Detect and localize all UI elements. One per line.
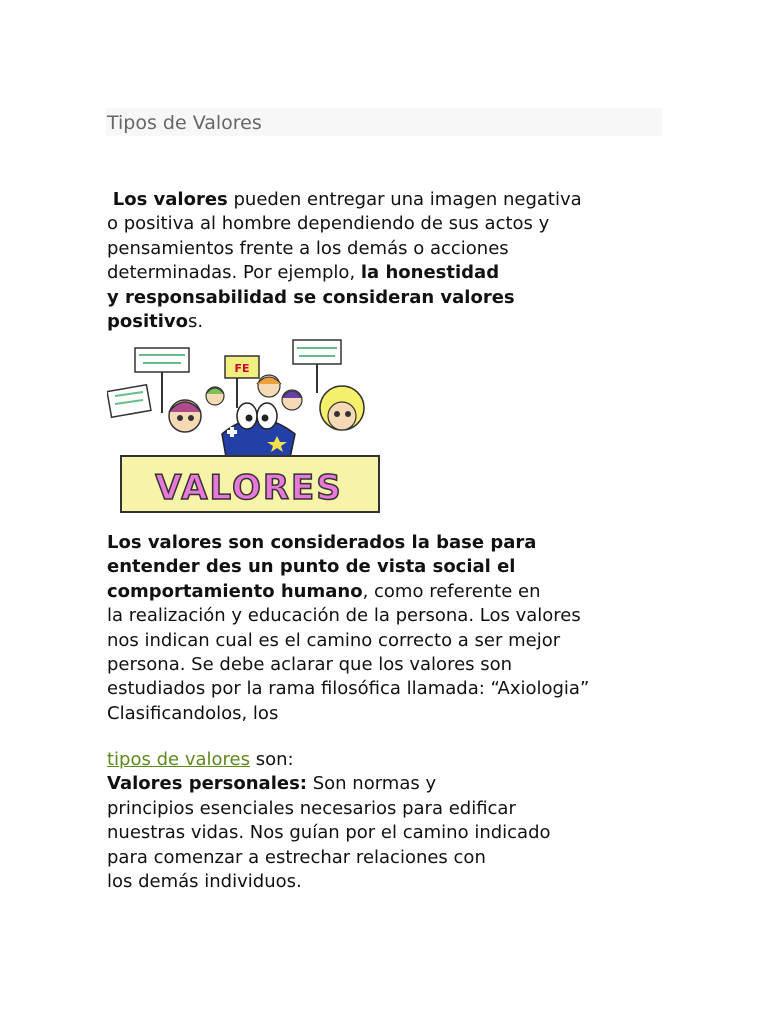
intro-line: [107, 188, 657, 212]
types-line: principios esenciales necesarios para edificar: [107, 797, 516, 819]
types-line: los demás individuos.: [107, 871, 302, 893]
banner-text: VALORES: [155, 468, 343, 508]
intro-bold-term: y responsabilidad se consideran valores: [107, 286, 515, 308]
fe-sign-text: FE: [234, 362, 250, 375]
intro-line: [107, 261, 657, 285]
intro-bold-term: Los valores: [112, 189, 228, 210]
types-text: son:: [249, 749, 294, 770]
body-line: Clasificandolos, los: [107, 702, 279, 724]
types-paragraph: [107, 748, 657, 894]
section-heading-bar: [106, 108, 662, 136]
types-line: para comenzar a estrechar relaciones con: [107, 846, 486, 868]
intro-text: determinadas. Por ejemplo,: [107, 262, 361, 284]
section-heading: Tipos de Valores: [107, 112, 262, 134]
tipos-de-valores-link[interactable]: tipos de valores: [107, 749, 250, 770]
types-line: nuestras vidas. Nos guían por el camino indicado: [107, 822, 551, 844]
types-line: [107, 748, 657, 772]
body-bold-text: Los valores son considerados la base para: [107, 532, 537, 553]
intro-line: [107, 310, 657, 334]
types-line: [107, 772, 657, 796]
body-paragraph: [107, 531, 657, 726]
body-bold-text: comportamiento humano: [107, 580, 363, 602]
body-line: [107, 580, 657, 604]
intro-bold-term: la honestidad: [360, 262, 500, 284]
valores-illustration: [107, 338, 383, 514]
types-text: Son normas y: [307, 773, 437, 795]
intro-bold-term: positivo: [107, 311, 189, 333]
personal-values-label: Valores personales:: [107, 773, 307, 795]
intro-paragraph: [107, 188, 657, 334]
body-bold-text: entender des un punto de vista social el: [107, 556, 516, 578]
body-line: [107, 531, 657, 555]
body-text: , como referente en: [362, 580, 541, 602]
body-line: estudiados por la rama filosófica llamada: “Axiologia”: [107, 678, 590, 700]
intro-text: pueden entregar una imagen negativa: [227, 189, 582, 210]
intro-line: o positiva al hombre dependiendo de sus actos y: [107, 213, 550, 235]
intro-line: pensamientos frente a los demás o acciones: [107, 237, 509, 259]
intro-line: [107, 286, 657, 310]
body-line: nos indican cual es el camino correcto a ser mejor: [107, 629, 561, 651]
body-line: [107, 555, 657, 579]
intro-text: s.: [188, 311, 204, 333]
body-line: la realización y educación de la persona. Los valores: [107, 605, 581, 627]
body-line: persona. Se debe aclarar que los valores son: [107, 654, 513, 676]
